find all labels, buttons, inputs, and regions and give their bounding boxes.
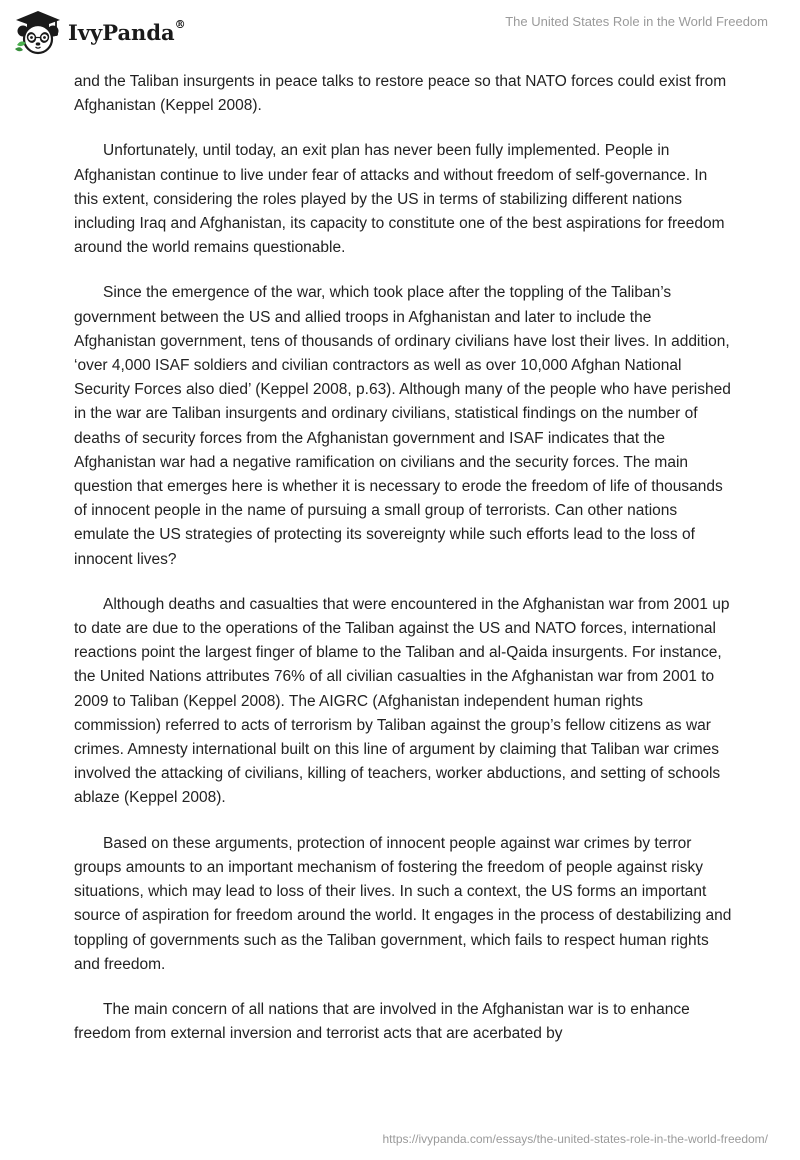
- paragraph: The main concern of all nations that are involved in the Afghanistan war is to enhance freedom from external inversion and terrorist acts that are acerbated by: [74, 1000, 690, 1043]
- essay-body: [74, 70, 734, 1067]
- document-title: The United States Role in the World Freedom: [505, 14, 768, 29]
- source-url[interactable]: https://ivypanda.com/essays/the-united-states-role-in-the-world-freedom/: [382, 1132, 768, 1146]
- logo-name: IvyPanda: [68, 19, 175, 45]
- logo-wordmark: [68, 17, 186, 45]
- paragraph: Based on these arguments, protection of innocent people against war crimes by terror groups amounts to an important mechanism of fostering the freedom of people against risky situations, which may lead to loss of their lives. In such a context, the US forms an important source of aspiration for freedom around the world. It engages in the process of destabilizing and toppling of governments such as the Taliban government, which fails to respect human rights and freedom.: [74, 834, 732, 973]
- ivypanda-logo[interactable]: [14, 8, 186, 56]
- paragraph: Although deaths and casualties that were encountered in the Afghanistan war from 2001 up to date are due to the operations of the Taliban against the US and NATO forces, international reactions point the largest finger of blame to the Taliban and al-Qaida insurgents. For instance, the United Nations attributes 76% of all civilian casualties in the Afghanistan war from 2001 to 2009 to Taliban (Keppel 2008). The AIGRC (Afghanistan independent human rights commission) referred to acts of terrorism by Taliban against the group’s fellow citizens as war crimes. Amnesty international built on this line of argument by claiming that Taliban war crimes involved the attacking of civilians, killing of teachers, worker abductions, and setting of schools ablaze (Keppel 2008).: [74, 595, 730, 807]
- registered-mark: ®: [174, 17, 186, 31]
- panda-graduate-icon: [14, 9, 62, 55]
- page-header: [0, 0, 800, 64]
- paragraph: Since the emergence of the war, which took place after the toppling of the Taliban’s government between the US and allied troops in Afghanistan and later to include the Afghanistan government, tens of thousands of ordinary civilians have lost their lives. In addition, ‘over 4,000 ISAF soldiers and civilian contractors as well as over 10,000 Afghan National Security Forces also died’ (Keppel 2008, p.63). Although many of the people who have perished in the war are Taliban insurgents and ordinary civilians, statistical findings on the number of deaths of security forces from the Afghanistan government and ISAF indicates that the Afghanistan war had a negative ramification on civilians and the security forces. The main question that emerges here is whether it is necessary to erode the freedom of life of thousands of innocent people in the name of pursuing a small group of terrorists. Can other nations emulate the US strategies of protecting its sovereignty while such efforts lead to the loss of innocent lives?: [74, 284, 731, 568]
- paragraph-continuation: and the Taliban insurgents in peace talks to restore peace so that NATO forces could exist from Afghanistan (Keppel 2008).: [74, 73, 727, 115]
- paragraph: Unfortunately, until today, an exit plan has never been fully implemented. People in Afghanistan continue to live under fear of attacks and without freedom of self-governance. In this extent, considering the roles played by the US in terms of stabilizing different nations including Iraq and Afghanistan, its capacity to constitute one of the best aspirations for freedom around the world remains questionable.: [74, 142, 725, 257]
